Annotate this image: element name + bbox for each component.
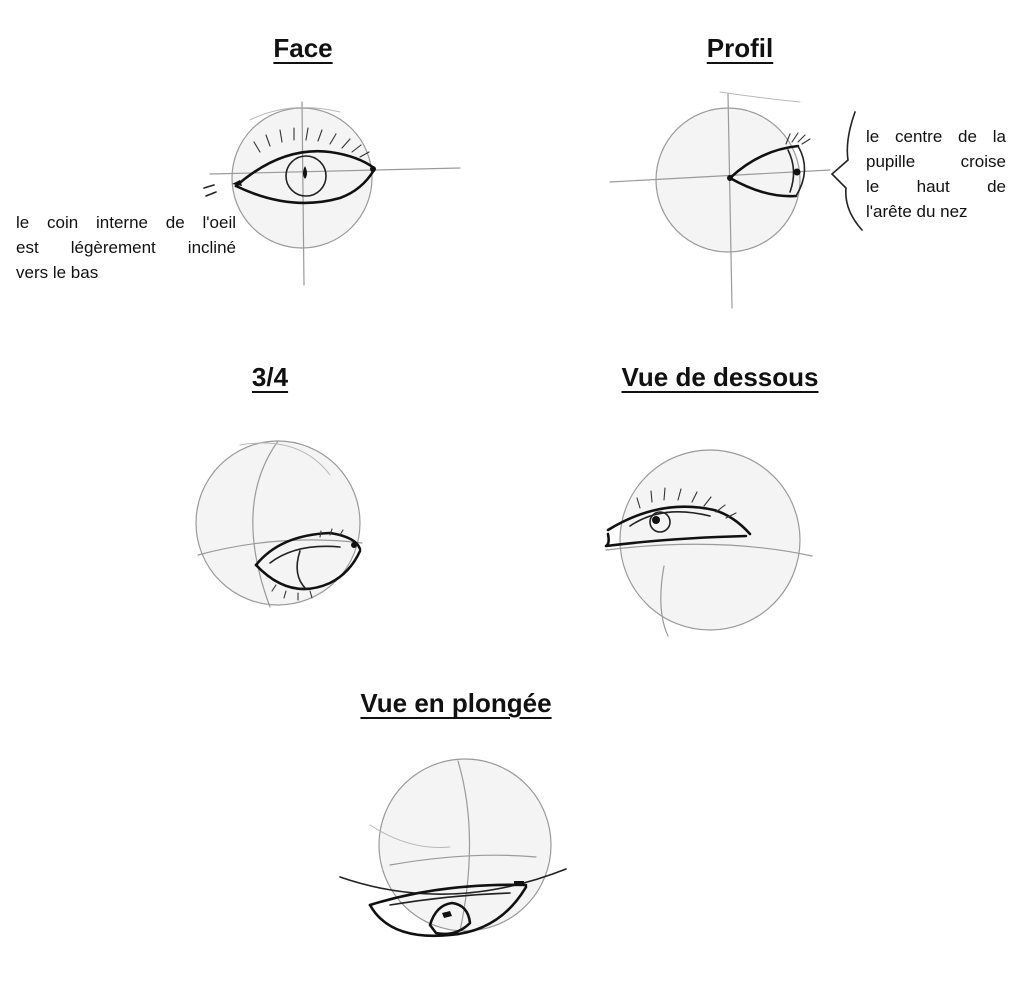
face-annotation-line-1: le coin interne de l'oeil	[16, 213, 236, 232]
title-profil: Profil	[706, 33, 774, 63]
title-vue-en-plongee: Vue en plongée	[360, 688, 552, 718]
title-face: Face	[273, 33, 333, 63]
profil-annotation-line-1: le centre de la	[866, 127, 1006, 146]
three-quarter-eye-sketch	[180, 425, 380, 635]
profil-annotation-line-3: le haut de	[866, 177, 1006, 196]
title-vue-de-dessous: Vue de dessous	[621, 362, 819, 392]
face-eye-sketch	[190, 90, 470, 300]
vue-en-plongee-eye-sketch	[330, 755, 600, 955]
face-annotation-line-2: est légèrement incliné	[16, 238, 236, 257]
profil-annotation-line-2: pupille croise	[866, 152, 1006, 171]
profil-annotation-line-4: l'arête du nez	[866, 202, 968, 221]
title-three-quarter: 3/4	[251, 362, 289, 392]
profil-annotation	[866, 124, 1006, 224]
face-annotation-line-3: vers le bas	[16, 263, 99, 282]
profil-eye-sketch	[600, 80, 870, 310]
vue-de-dessous-eye-sketch	[600, 440, 820, 640]
